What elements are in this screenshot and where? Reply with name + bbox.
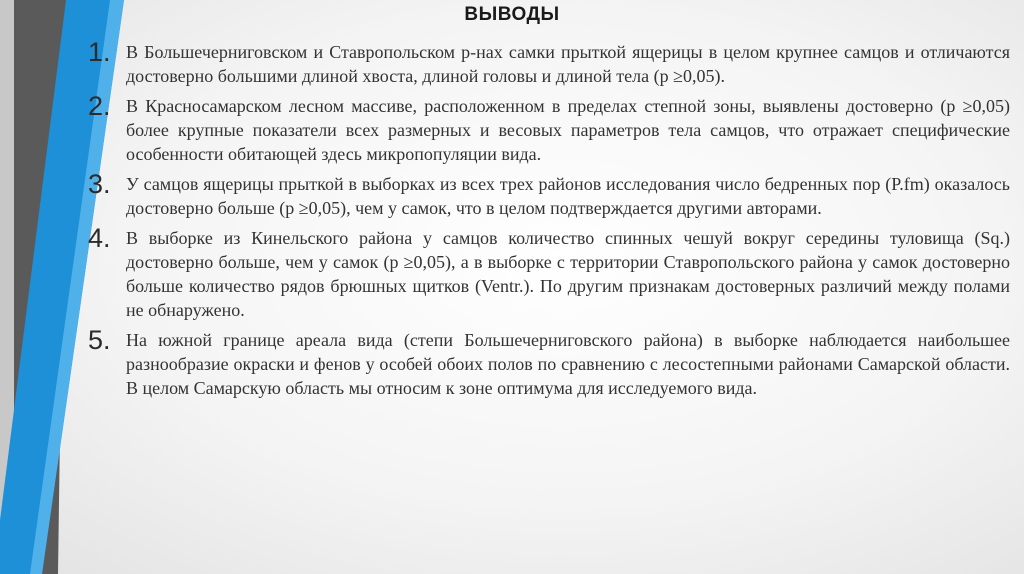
item-number: 5. [88,325,111,355]
conclusion-item [88,223,1010,322]
item-number: 3. [88,169,111,199]
slide-title: ВЫВОДЫ [464,4,560,25]
item-text: У самцов ящерицы прыткой в выборках из всех трех районов исследования число бедренных пор (P.fm) оказалось достоверно больше (р ≥0,05), чем у самок, что в целом подтверждается другими авторами. [126,174,1010,218]
conclusions-list [88,37,1010,406]
item-number: 2. [88,91,111,121]
conclusion-item [88,37,1010,88]
conclusion-item [88,169,1010,220]
item-text: В Красносамарском лесном массиве, расположенном в пределах степной зоны, выявлены достоверно (р ≥0,05) более крупные показатели всех размерных и весовых параметров тела самцов, что отражает специфические особенности обитающей здесь микропопуляции вида. [126,96,1010,164]
item-text: В Большечерниговском и Ставропольском р-нах самки прыткой ящерицы в целом крупнее самцов и отличаются достоверно большими длиной хвоста, длиной головы и длиной тела (р ≥0,05). [126,42,1010,86]
item-text: В выборке из Кинельского района у самцов количество спинных чешуй вокруг середины туловища (Sq.) достоверно больше, чем у самок (р ≥0,05), а в выборке с территории Ставропольского района у самок достоверно больше количество рядов брюшных щитков (Ventr.). По другим признакам достоверных различий между полами не обнаружено. [126,228,1010,320]
item-number: 1. [88,37,111,67]
item-text: На южной границе ареала вида (степи Большечерниговского района) в выборке наблюдается наибольшее разнообразие окраски и фенов у особей обоих полов по сравнению с лесостепными районами Самарской области. В целом Самарскую область мы относим к зоне оптимума для исследуемого вида. [126,330,1010,398]
conclusion-item [88,325,1010,400]
conclusion-item [88,91,1010,166]
item-number: 4. [88,223,111,253]
